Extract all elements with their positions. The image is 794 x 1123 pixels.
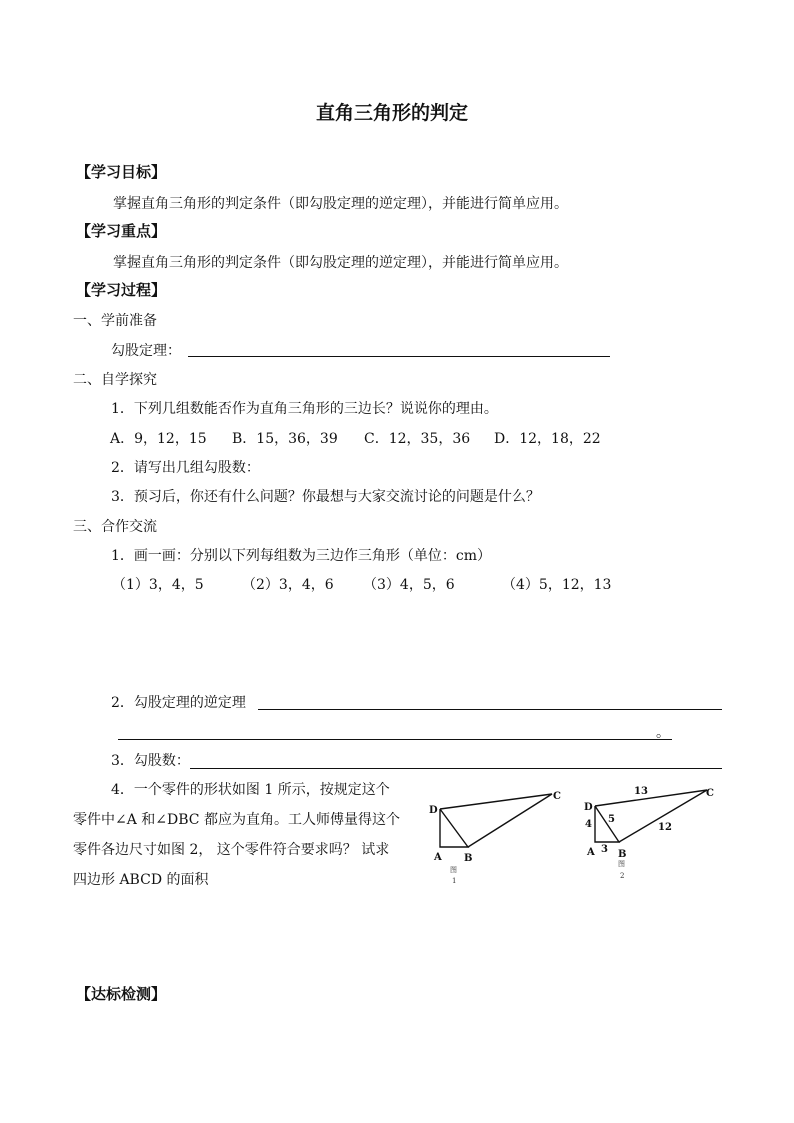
answer-line-end-mark: 。: [656, 725, 670, 741]
answer-line-pythagorean[interactable]: [188, 356, 610, 357]
part3-question-4-line-1: 4．一个零件的形状如图 1 所示，按规定这个: [111, 782, 390, 798]
part3-question-1: 1．画一画：分别以下列每组数为三边作三角形（单位：cm）: [111, 548, 492, 564]
figure-2-caption-char: 图: [618, 860, 625, 868]
section-heading-test: 【达标检测】: [76, 985, 167, 1003]
answer-line-triples[interactable]: [190, 768, 722, 769]
figure-1-caption-char: 图: [450, 866, 457, 874]
figure-2-label-d: D: [584, 802, 593, 813]
figure-2-side-cd: 13: [634, 786, 648, 797]
group-2: （2）3，4，6: [242, 577, 334, 593]
option-a: A．9，12，15: [110, 431, 207, 447]
answer-line-converse-1[interactable]: [258, 709, 722, 710]
part3-question-3: 3．勾股数：: [111, 753, 190, 769]
figure-1-triangle-abd: [440, 809, 468, 847]
part1-heading: 一、学前准备: [73, 313, 157, 329]
figure-2-side-bc: 12: [658, 822, 672, 833]
figure-2-label-b: B: [618, 849, 627, 860]
figure-2: [580, 782, 725, 886]
goal-text: 掌握直角三角形的判定条件（即勾股定理的逆定理），并能进行简单应用。: [113, 196, 568, 212]
group-4: （4）5，12，13: [502, 577, 612, 593]
part2-question-3: 3．预习后，你还有什么问题？你最想与大家交流讨论的问题是什么？: [111, 489, 540, 505]
figure-1: [425, 786, 575, 886]
option-b: B．15，36，39: [232, 431, 338, 447]
group-1: （1）3，4，5: [112, 577, 204, 593]
figure-2-label-a: A: [587, 847, 595, 858]
part2-question-2: 2．请写出几组勾股数：: [111, 460, 260, 476]
part3-question-4-line-4: 四边形 ABCD 的面积: [73, 872, 209, 888]
figure-2-caption-number: 2: [620, 872, 625, 880]
figure-1-label-b: B: [464, 853, 473, 864]
figure-2-side-bd: 5: [608, 814, 615, 825]
figure-2-triangle-abd: [595, 806, 619, 842]
page-title: 直角三角形的判定: [316, 102, 469, 124]
part3-question-4-line-2: 零件中∠A 和∠DBC 都应为直角。工人师傅量得这个: [73, 812, 400, 828]
part2-heading: 二、自学探究: [73, 372, 157, 388]
figure-2-side-ad: 4: [585, 819, 592, 830]
part3-question-4-line-3: 零件各边尺寸如图 2， 这个零件符合要求吗？ 试求: [73, 842, 390, 858]
section-heading-focus: 【学习重点】: [76, 222, 167, 240]
figure-1-triangle-bcd: [440, 794, 552, 847]
answer-line-converse-2[interactable]: [118, 739, 672, 740]
part3-heading: 三、合作交流: [73, 519, 157, 535]
section-heading-process: 【学习过程】: [76, 281, 167, 299]
figure-1-label-c: C: [553, 791, 561, 802]
section-heading-goal: 【学习目标】: [76, 163, 167, 181]
figure-2-side-ab: 3: [601, 844, 608, 855]
option-c: C．12，35，36: [364, 431, 471, 447]
figure-1-label-d: D: [429, 805, 438, 816]
part1-item-label: 勾股定理：: [111, 343, 181, 359]
option-d: D．12，18，22: [494, 431, 601, 447]
figure-1-label-a: A: [434, 852, 442, 863]
focus-text: 掌握直角三角形的判定条件（即勾股定理的逆定理），并能进行简单应用。: [113, 255, 568, 271]
part3-question-2: 2．勾股定理的逆定理: [111, 695, 246, 711]
group-3: （3）4，5，6: [363, 577, 455, 593]
figure-2-label-c: C: [706, 788, 714, 799]
figure-1-caption-number: 1: [452, 877, 457, 885]
part2-question-1: 1．下列几组数能否作为直角三角形的三边长？说说你的理由。: [111, 401, 498, 417]
